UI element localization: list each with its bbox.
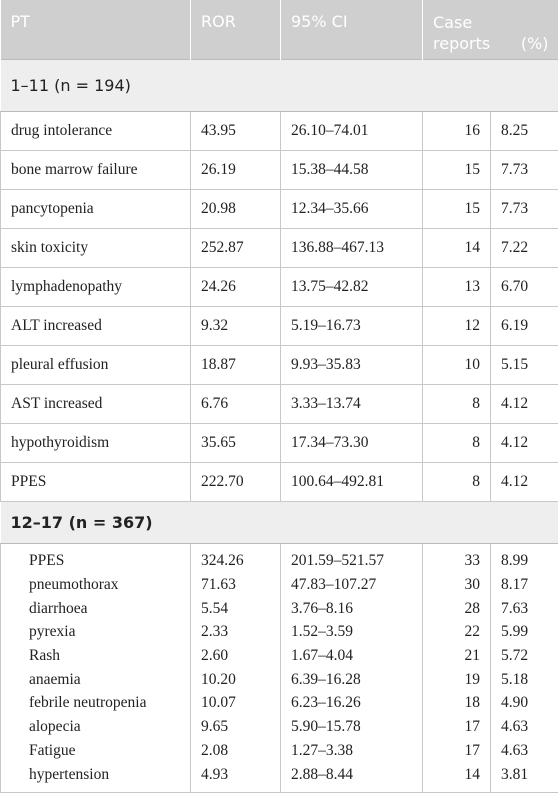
cell-case-percent: 5.18 [491, 668, 558, 692]
cell-case-percent: 7.73 [491, 150, 558, 189]
cell-ror: 10.20 [191, 668, 281, 692]
group-row [1, 501, 558, 543]
table-row [1, 573, 558, 597]
cell-ror: 10.07 [191, 691, 281, 715]
cell-ror: 6.76 [191, 384, 281, 423]
group-label: 12–17 (n = 367) [1, 501, 558, 543]
cell-pt: pneumothorax [1, 573, 191, 597]
cell-ror: 9.32 [191, 306, 281, 345]
cell-pt: PPES [1, 462, 191, 501]
header-case-reports [423, 0, 558, 59]
cell-pt: alopecia [1, 715, 191, 739]
cell-case-percent: 4.63 [491, 739, 558, 763]
cell-case-count: 28 [423, 597, 491, 621]
cell-ci: 5.90–15.78 [281, 715, 423, 739]
cell-pt: drug intolerance [1, 111, 191, 150]
cell-ror: 2.60 [191, 644, 281, 668]
cell-ror: 2.08 [191, 739, 281, 763]
cell-pt: pleural effusion [1, 345, 191, 384]
cell-case-percent: 6.19 [491, 306, 558, 345]
cell-case-count: 17 [423, 739, 491, 763]
cell-ror: 20.98 [191, 189, 281, 228]
cell-ror: 71.63 [191, 573, 281, 597]
cell-pt: PPES [1, 543, 191, 573]
header-pt: PT [1, 0, 191, 59]
cell-pt: hypertension [1, 763, 191, 793]
cell-pt: skin toxicity [1, 228, 191, 267]
cell-case-count: 19 [423, 668, 491, 692]
cell-ci: 26.10–74.01 [281, 111, 423, 150]
table-row [1, 597, 558, 621]
table-row [1, 267, 558, 306]
table-row [1, 228, 558, 267]
cell-ci: 5.19–16.73 [281, 306, 423, 345]
cell-ci: 9.93–35.83 [281, 345, 423, 384]
cell-case-percent: 5.15 [491, 345, 558, 384]
cell-ci: 1.67–4.04 [281, 644, 423, 668]
cell-case-count: 22 [423, 620, 491, 644]
table-row [1, 644, 558, 668]
cell-ror: 252.87 [191, 228, 281, 267]
group-label: 1–11 (n = 194) [1, 59, 558, 111]
table-row [1, 543, 558, 573]
cell-ci: 6.39–16.28 [281, 668, 423, 692]
cell-ror: 324.26 [191, 543, 281, 573]
cell-case-percent: 3.81 [491, 763, 558, 793]
cell-pt: febrile neutropenia [1, 691, 191, 715]
cell-case-count: 8 [423, 462, 491, 501]
cell-case-percent: 4.90 [491, 691, 558, 715]
cell-pt: anaemia [1, 668, 191, 692]
cell-case-percent: 5.72 [491, 644, 558, 668]
cell-case-count: 8 [423, 384, 491, 423]
cell-pt: pancytopenia [1, 189, 191, 228]
cell-pt: diarrhoea [1, 597, 191, 621]
cell-ci: 15.38–44.58 [281, 150, 423, 189]
cell-ci: 1.27–3.38 [281, 739, 423, 763]
cell-ror: 24.26 [191, 267, 281, 306]
cell-case-percent: 8.25 [491, 111, 558, 150]
cell-ror: 2.33 [191, 620, 281, 644]
cell-case-count: 30 [423, 573, 491, 597]
table-row [1, 306, 558, 345]
table-row [1, 150, 558, 189]
cell-pt: pyrexia [1, 620, 191, 644]
cell-ci: 17.34–73.30 [281, 423, 423, 462]
cell-ci: 3.33–13.74 [281, 384, 423, 423]
header-case-line2a: reports [433, 34, 491, 53]
table-row [1, 423, 558, 462]
cell-pt: bone marrow failure [1, 150, 191, 189]
header-case-line2b: (%) [520, 34, 549, 53]
table-body [1, 59, 558, 793]
cell-pt: ALT increased [1, 306, 191, 345]
header-case-line1: Case [433, 13, 473, 32]
cell-case-percent: 4.12 [491, 462, 558, 501]
table-row [1, 763, 558, 793]
cell-case-count: 18 [423, 691, 491, 715]
table-header [1, 0, 558, 59]
table-row [1, 691, 558, 715]
cell-case-percent: 4.63 [491, 715, 558, 739]
header-ror: ROR [191, 0, 281, 59]
cell-ror: 35.65 [191, 423, 281, 462]
cell-case-percent: 7.73 [491, 189, 558, 228]
cell-case-count: 21 [423, 644, 491, 668]
group-row [1, 59, 558, 111]
cell-ror: 26.19 [191, 150, 281, 189]
cell-ci: 1.52–3.59 [281, 620, 423, 644]
cell-case-count: 13 [423, 267, 491, 306]
cell-case-percent: 4.12 [491, 423, 558, 462]
cell-case-count: 17 [423, 715, 491, 739]
cell-ror: 222.70 [191, 462, 281, 501]
cell-case-count: 14 [423, 763, 491, 793]
table-row [1, 384, 558, 423]
cell-case-count: 12 [423, 306, 491, 345]
header-ci: 95% CI [281, 0, 423, 59]
cell-case-percent: 7.63 [491, 597, 558, 621]
table-row [1, 462, 558, 501]
cell-case-percent: 7.22 [491, 228, 558, 267]
cell-ror: 43.95 [191, 111, 281, 150]
cell-pt: Rash [1, 644, 191, 668]
cell-ror: 9.65 [191, 715, 281, 739]
cell-ci: 47.83–107.27 [281, 573, 423, 597]
table-row [1, 620, 558, 644]
cell-pt: lymphadenopathy [1, 267, 191, 306]
cell-case-percent: 4.12 [491, 384, 558, 423]
cell-case-count: 16 [423, 111, 491, 150]
table-row [1, 715, 558, 739]
table-row [1, 668, 558, 692]
cell-case-count: 8 [423, 423, 491, 462]
cell-ci: 3.76–8.16 [281, 597, 423, 621]
cell-ci: 12.34–35.66 [281, 189, 423, 228]
cell-ci: 136.88–467.13 [281, 228, 423, 267]
cell-ci: 6.23–16.26 [281, 691, 423, 715]
cell-case-percent: 8.99 [491, 543, 558, 573]
table-row [1, 739, 558, 763]
cell-ci: 201.59–521.57 [281, 543, 423, 573]
table-row [1, 345, 558, 384]
cell-ci: 13.75–42.82 [281, 267, 423, 306]
cell-ror: 4.93 [191, 763, 281, 793]
cell-pt: AST increased [1, 384, 191, 423]
cell-case-count: 15 [423, 189, 491, 228]
cell-pt: Fatigue [1, 739, 191, 763]
cell-case-count: 15 [423, 150, 491, 189]
cell-case-count: 33 [423, 543, 491, 573]
cell-case-percent: 8.17 [491, 573, 558, 597]
cell-ci: 2.88–8.44 [281, 763, 423, 793]
cell-case-percent: 6.70 [491, 267, 558, 306]
table-row [1, 189, 558, 228]
table-row [1, 111, 558, 150]
cell-ror: 5.54 [191, 597, 281, 621]
cell-case-percent: 5.99 [491, 620, 558, 644]
cell-pt: hypothyroidism [1, 423, 191, 462]
cell-ci: 100.64–492.81 [281, 462, 423, 501]
cell-ror: 18.87 [191, 345, 281, 384]
cell-case-count: 14 [423, 228, 491, 267]
cell-case-count: 10 [423, 345, 491, 384]
